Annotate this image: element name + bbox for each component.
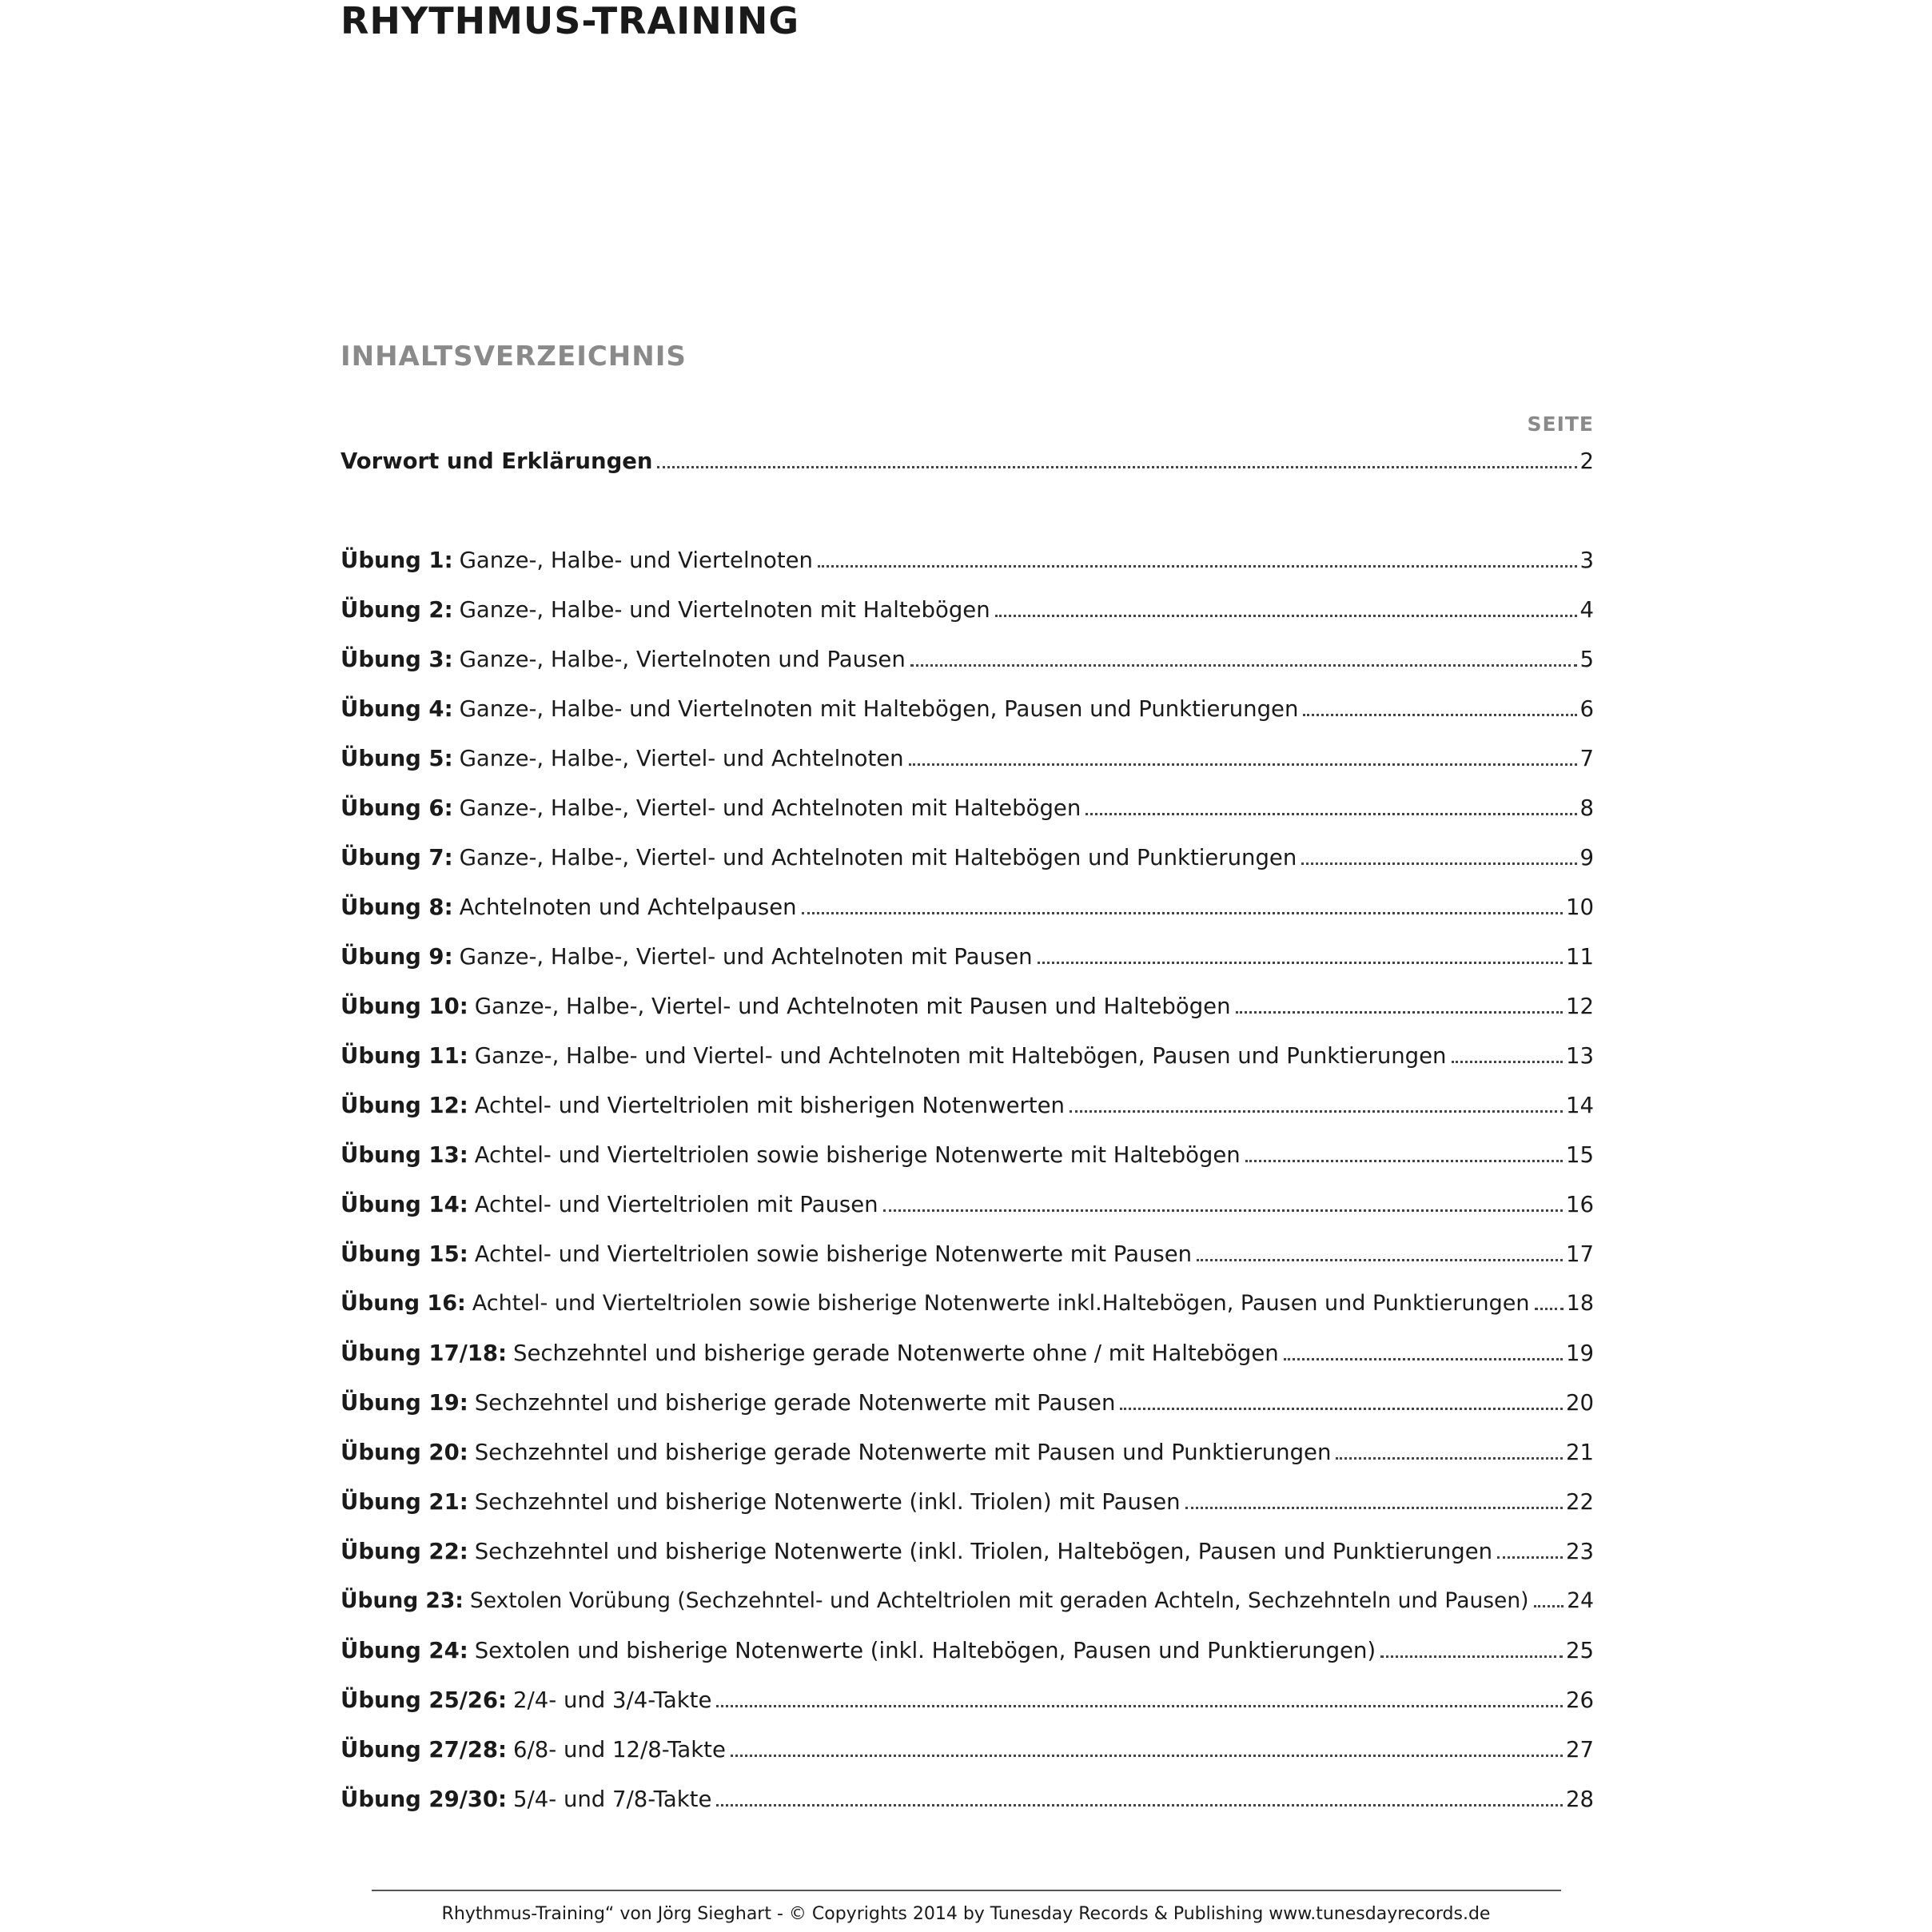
toc-entry-page: 2 — [1579, 448, 1594, 474]
toc-entry-text: Achtel- und Vierteltriolen sowie bisherige Notenwerte mit Haltebögen — [474, 1142, 1241, 1168]
toc-entry-text: Achtelnoten und Achtelpausen — [459, 894, 797, 920]
toc-entry-label: Übung 15: — [341, 1241, 468, 1267]
dot-leader — [1236, 1011, 1564, 1014]
toc-entry[interactable] — [341, 1684, 1594, 1716]
dot-leader — [1535, 1308, 1564, 1310]
toc-entry[interactable] — [341, 891, 1594, 923]
toc-entry-page: 13 — [1566, 1043, 1594, 1069]
toc-heading: INHALTSVERZEICHNIS — [341, 341, 687, 372]
toc-entry-page: 15 — [1566, 1142, 1594, 1168]
toc-entry[interactable] — [341, 1089, 1594, 1121]
toc-entry-label: Übung 14: — [341, 1192, 468, 1217]
toc-entry[interactable] — [341, 643, 1594, 675]
toc-entry-label: Übung 27/28: — [341, 1737, 508, 1763]
toc-entry-label: Übung 19: — [341, 1390, 468, 1416]
toc-entry-label: Übung 9: — [341, 944, 453, 970]
toc-entry-text: Vorwort und Erklärungen — [341, 448, 653, 474]
toc-entry[interactable] — [341, 941, 1594, 973]
toc-entry[interactable] — [341, 1635, 1594, 1667]
toc-entry-page: 17 — [1566, 1241, 1594, 1267]
toc-entry-text: Sechzehntel und bisherige gerade Notenwerte ohne / mit Haltebögen — [513, 1340, 1279, 1366]
toc-entry-page: 12 — [1566, 994, 1594, 1019]
toc-entry-page: 9 — [1579, 845, 1594, 870]
toc-entry-text: Sechzehntel und bisherige Notenwerte (inkl. Triolen, Haltebögen, Pausen und Punktierungen — [474, 1539, 1493, 1564]
toc-entry-page: 19 — [1566, 1340, 1594, 1366]
toc-entry-preface[interactable] — [341, 445, 1594, 477]
toc-entry-label: Übung 1: — [341, 548, 453, 573]
footer-divider — [372, 1890, 1561, 1891]
toc-entry[interactable] — [341, 1783, 1594, 1815]
toc-entry-page: 27 — [1566, 1737, 1594, 1763]
toc-entry[interactable] — [341, 1238, 1594, 1270]
dot-leader — [883, 1209, 1563, 1212]
toc-entry[interactable] — [341, 1288, 1594, 1320]
toc-entry[interactable] — [341, 1486, 1594, 1518]
dot-leader — [1070, 1110, 1563, 1113]
toc-entry-text: Ganze-, Halbe-, Viertel- und Achtelnoten mit Pausen — [459, 944, 1033, 970]
toc-entry-text: Sechzehntel und bisherige Notenwerte (inkl. Triolen) mit Pausen — [474, 1489, 1181, 1515]
toc-entry-text: Ganze-, Halbe-, Viertel- und Achtelnoten mit Pausen und Haltebögen — [474, 994, 1231, 1019]
dot-leader — [716, 1705, 1563, 1707]
dot-leader — [716, 1804, 1563, 1807]
toc-entry-page: 14 — [1566, 1093, 1594, 1118]
toc-entry-page: 10 — [1566, 894, 1594, 920]
toc-entry-page: 26 — [1566, 1687, 1594, 1713]
toc-entry-text: Sechzehntel und bisherige gerade Notenwerte mit Pausen und Punktierungen — [474, 1440, 1332, 1465]
dot-leader — [1497, 1556, 1563, 1559]
toc-entry-text: Ganze-, Halbe-, Viertel- und Achtelnoten mit Haltebögen — [459, 795, 1082, 821]
toc-entry-label: Übung 8: — [341, 894, 453, 920]
toc-entry-label: Übung 13: — [341, 1142, 468, 1168]
toc-entry-page: 20 — [1566, 1390, 1594, 1416]
toc-entry-text: Achtel- und Vierteltriolen sowie bisherige Notenwerte inkl.Haltebögen, Pausen und Punktierungen — [472, 1291, 1530, 1316]
toc-entry-label: Übung 17/18: — [341, 1340, 508, 1366]
toc-entry[interactable] — [341, 1139, 1594, 1171]
toc-entry-page: 7 — [1579, 746, 1594, 771]
dot-leader — [1185, 1507, 1563, 1509]
footer-copyright: Rhythmus-Training“ von Jörg Sieghart - © Copyrights 2014 by Tunesday Records & Publishing www.tunesdayrecords.de — [441, 1904, 1491, 1924]
toc-entry[interactable] — [341, 1585, 1594, 1617]
toc-entry[interactable] — [341, 1536, 1594, 1568]
dot-leader — [1086, 813, 1576, 815]
toc-entry-label: Übung 22: — [341, 1539, 468, 1564]
toc-entry-label: Übung 20: — [341, 1440, 468, 1465]
toc-entry[interactable] — [341, 1189, 1594, 1221]
toc-entry-page: 11 — [1566, 944, 1594, 970]
dot-leader — [995, 615, 1577, 617]
toc-entry-text: 2/4- und 3/4-Takte — [513, 1687, 712, 1713]
dot-leader — [1245, 1160, 1563, 1162]
toc-entry-page: 3 — [1579, 548, 1594, 573]
toc-entry[interactable] — [341, 594, 1594, 626]
toc-entry-page: 8 — [1579, 795, 1594, 821]
toc-entry[interactable] — [341, 990, 1594, 1022]
toc-entry-text: Ganze-, Halbe- und Viertel- und Achtelnoten mit Haltebögen, Pausen und Punktierungen — [474, 1043, 1447, 1069]
toc-entry-label: Übung 10: — [341, 994, 468, 1019]
toc-entry-page: 6 — [1579, 696, 1594, 722]
toc-entry-page: 28 — [1566, 1787, 1594, 1812]
toc-entry-text: Achtel- und Vierteltriolen mit Pausen — [474, 1192, 878, 1217]
toc-entry-label: Übung 25/26: — [341, 1687, 508, 1713]
dot-leader — [818, 565, 1577, 568]
toc-entry-label: Übung 2: — [341, 597, 453, 623]
toc-entry-page: 25 — [1566, 1638, 1594, 1663]
toc-entry-page: 16 — [1566, 1192, 1594, 1217]
toc-entry[interactable] — [341, 792, 1594, 824]
dot-leader — [1336, 1457, 1563, 1460]
dot-leader — [1120, 1408, 1563, 1410]
toc-entry-page: 22 — [1566, 1489, 1594, 1515]
toc-entry-text: Ganze-, Halbe- und Viertelnoten mit Haltebögen — [459, 597, 990, 623]
dot-leader — [1303, 714, 1576, 716]
dot-leader — [910, 664, 1577, 667]
toc-entry-text: Sextolen und bisherige Notenwerte (inkl. Haltebögen, Pausen und Punktierungen) — [474, 1638, 1376, 1663]
toc-entry-text: Achtel- und Vierteltriolen mit bisherigen Notenwerten — [474, 1093, 1065, 1118]
dot-leader — [802, 912, 1563, 914]
toc-entry[interactable] — [341, 1387, 1594, 1419]
toc-entry[interactable] — [341, 842, 1594, 874]
toc-entry-label: Übung 6: — [341, 795, 453, 821]
dot-leader — [1038, 962, 1563, 964]
toc-entry-text: Ganze-, Halbe-, Viertelnoten und Pausen — [459, 647, 906, 672]
dot-leader — [1284, 1358, 1563, 1360]
toc-entry[interactable] — [341, 544, 1594, 576]
toc-entry-page: 18 — [1566, 1291, 1594, 1316]
dot-leader — [909, 763, 1577, 766]
toc-entry-label: Übung 7: — [341, 845, 453, 870]
toc-entry-label: Übung 29/30: — [341, 1787, 508, 1812]
toc-entry-label: Übung 12: — [341, 1093, 468, 1118]
document-title: RHYTHMUS-TRAINING — [341, 0, 800, 42]
toc-entry-label: Übung 24: — [341, 1638, 468, 1663]
toc-entry-label: Übung 11: — [341, 1043, 468, 1069]
toc-entry-label: Übung 3: — [341, 647, 453, 672]
toc-entry-text: Ganze-, Halbe- und Viertelnoten mit Haltebögen, Pausen und Punktierungen — [459, 696, 1299, 722]
toc-entry-page: 23 — [1566, 1539, 1594, 1564]
toc-entry-text: 5/4- und 7/8-Takte — [513, 1787, 712, 1812]
dot-leader — [1534, 1605, 1564, 1607]
toc-entry[interactable] — [341, 1734, 1594, 1766]
toc-entry[interactable] — [341, 1040, 1594, 1072]
dot-leader — [1380, 1655, 1563, 1658]
toc-entry-label: Übung 5: — [341, 746, 453, 771]
dot-leader — [1452, 1061, 1564, 1063]
toc-entry-label: Übung 4: — [341, 696, 453, 722]
toc-entry-text: Sechzehntel und bisherige gerade Notenwerte mit Pausen — [474, 1390, 1116, 1416]
toc-entry[interactable] — [341, 1436, 1594, 1468]
dot-leader — [731, 1755, 1563, 1757]
toc-entry-page: 4 — [1579, 597, 1594, 623]
toc-entry[interactable] — [341, 693, 1594, 725]
toc-entry-text: 6/8- und 12/8-Takte — [513, 1737, 726, 1763]
toc-entry[interactable] — [341, 743, 1594, 775]
toc-entry-text: Sextolen Vorübung (Sechzehntel- und Achteltriolen mit geraden Achteln, Sechzehnteln und Pausen) — [469, 1588, 1529, 1613]
toc-entry-page: 24 — [1567, 1588, 1594, 1613]
dot-leader — [657, 466, 1576, 468]
toc-entry-label: Übung 23: — [341, 1588, 464, 1613]
toc-entry-text: Ganze-, Halbe-, Viertel- und Achtelnoten mit Haltebögen und Punktierungen — [459, 845, 1297, 870]
toc-entry-text: Ganze-, Halbe- und Viertelnoten — [459, 548, 813, 573]
dot-leader — [1197, 1259, 1563, 1261]
toc-entry-page: 5 — [1579, 647, 1594, 672]
toc-entry-text: Achtel- und Vierteltriolen sowie bisherige Notenwerte mit Pausen — [474, 1241, 1193, 1267]
toc-entry-page: 21 — [1566, 1440, 1594, 1465]
page-column-label: SEITE — [1527, 412, 1594, 436]
toc-entry[interactable] — [341, 1337, 1594, 1369]
toc-entry-text: Ganze-, Halbe-, Viertel- und Achtelnoten — [459, 746, 904, 771]
toc-entry-label: Übung 16: — [341, 1291, 466, 1316]
dot-leader — [1301, 862, 1576, 865]
toc-entry-label: Übung 21: — [341, 1489, 468, 1515]
